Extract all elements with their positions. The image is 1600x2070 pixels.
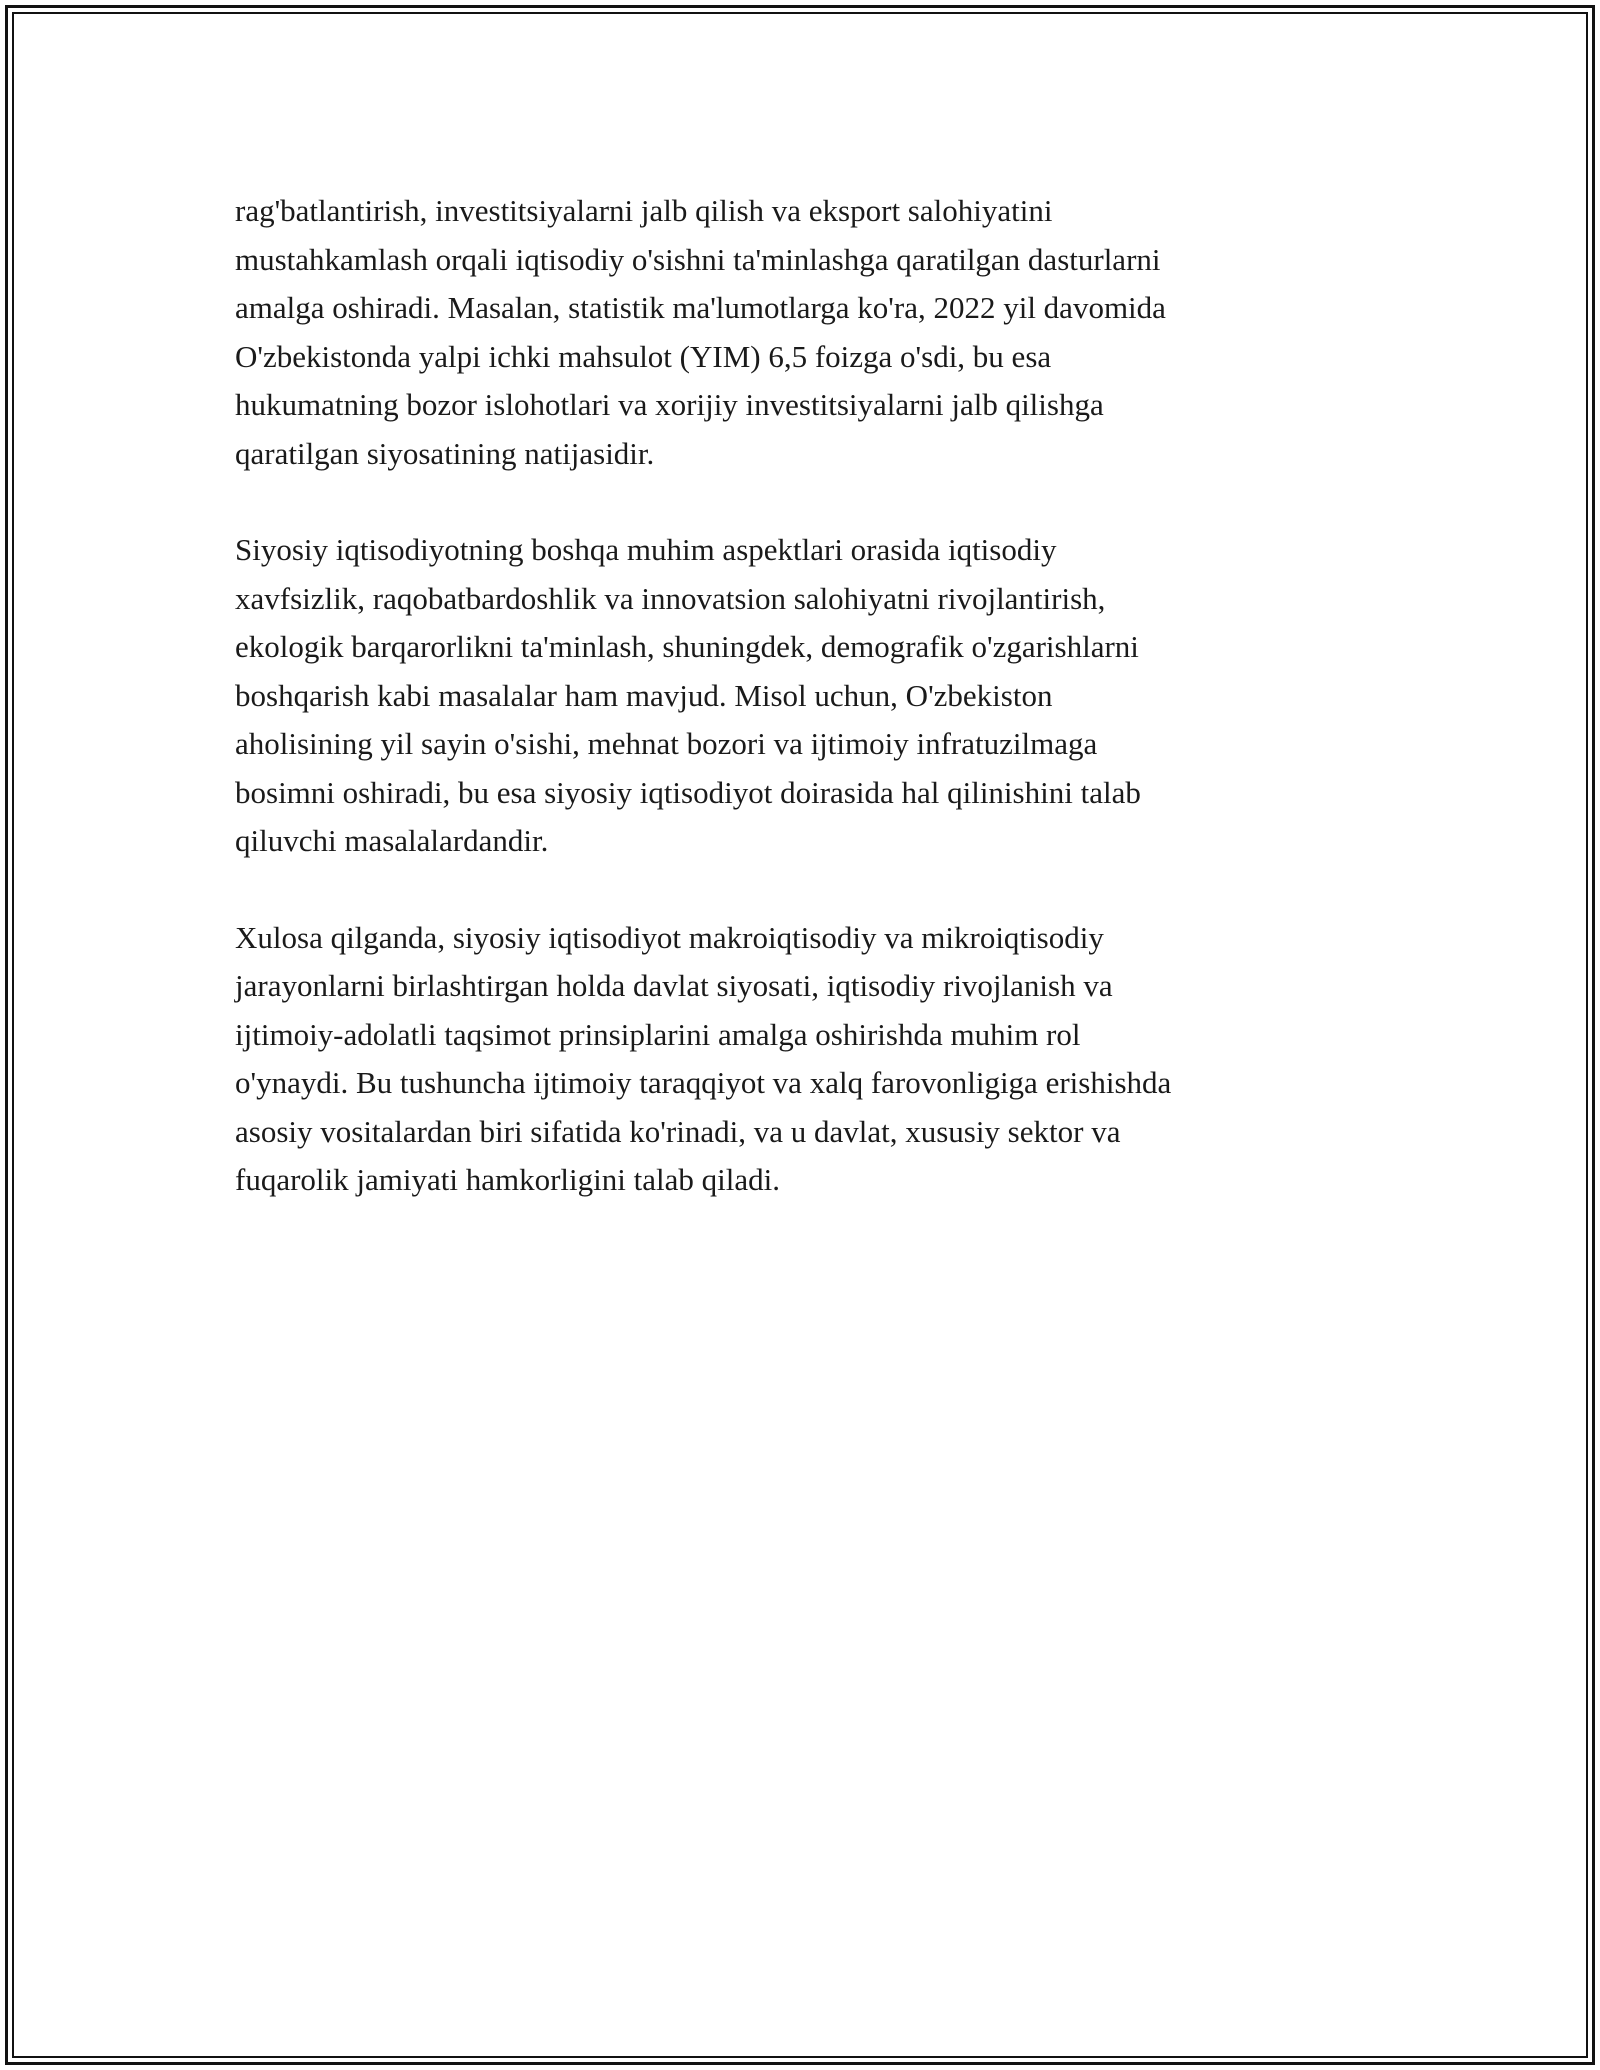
paragraph-1: rag'batlantirish, investitsiyalarni jalb qilish va eksport salohiyatini mustahkamlash orqali iqtisodiy o'sishni ta'minlashga qaratilgan dasturlarni amalga oshiradi. Masalan, statistik ma'lumotlarga ko'ra, 2022 yil davomida O'zbekistonda yalpi ichki mahsulot (YIM) 6,5 foizga o'sdi, bu esa hukumatning bozor islohotlari va xorijiy investitsiyalarni jalb qilishga qaratilgan siyosatining natijasidir. <box>235 193 1166 471</box>
paragraph-3: Xulosa qilganda, siyosiy iqtisodiyot makroiqtisodiy va mikroiqtisodiy jarayonlarni birlashtirgan holda davlat siyosati, iqtisodiy rivojlanish va ijtimoiy-adolatli taqsimot prinsiplarini amalga oshirishda muhim rol o'ynaydi. Bu tushuncha ijtimoiy taraqqiyot va xalq farovonligiga erishishda asosiy vositalardan biri sifatida ko'rinadi, va u davlat, xususiy sektor va fuqarolik jamiyati hamkorligini talab qiladi. <box>235 919 1172 1197</box>
document-body <box>235 187 1365 1253</box>
paragraph-2: Siyosiy iqtisodiyotning boshqa muhim aspektlari orasida iqtisodiy xavfsizlik, raqobatbardoshlik va innovatsion salohiyatni rivojlantirish, ekologik barqarorlikni ta'minlash, shuningdek, demografik o'zgarishlarni boshqarish kabi masalalar ham mavjud. Misol uchun, O'zbekiston aholisining yil sayin o'sishi, mehnat bozori va ijtimoiy infratuzilmaga bosimni oshiradi, bu esa siyosiy iqtisodiyot doirasida hal qilinishini talab qiluvchi masalalardandir. <box>235 532 1141 858</box>
